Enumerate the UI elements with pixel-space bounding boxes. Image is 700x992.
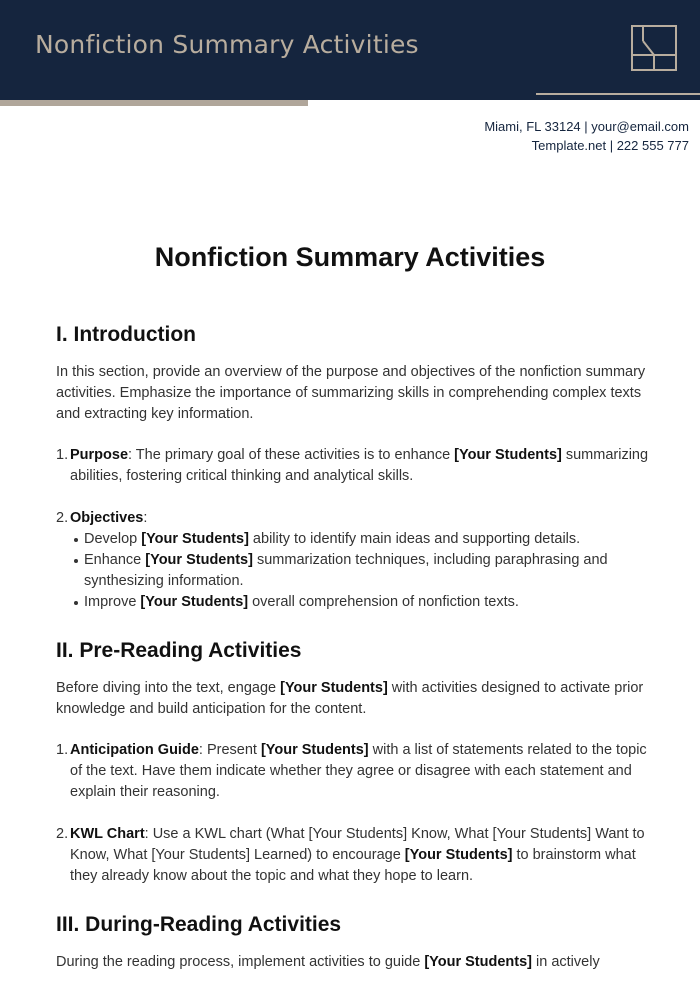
- list-item: [56, 740, 656, 803]
- section-heading: III. During-Reading Activities: [56, 913, 342, 936]
- accent-bar: [0, 100, 308, 106]
- bullet-text: Improve: [84, 594, 141, 610]
- placeholder-students: [Your Students]: [140, 594, 249, 610]
- paragraph-text: During the reading process, implement activities to guide: [56, 954, 425, 970]
- placeholder-students: [Your Students]: [404, 847, 513, 863]
- item-label: Objectives: [70, 510, 144, 526]
- bullet-text: ability to identify main ideas and supporting details.: [248, 531, 581, 547]
- paragraph-text: with activities designed to activate prior knowledge and build anticipation for the content.: [56, 680, 644, 717]
- header-title: Nonfiction Summary Activities: [35, 30, 419, 59]
- list-number: 2.: [56, 826, 69, 842]
- bullet-item: [70, 550, 656, 592]
- bullet-item: [70, 592, 656, 613]
- list-item: [56, 824, 656, 887]
- item-text: : The primary goal of these activities is to enhance: [128, 447, 455, 463]
- item-text: with a list of statements related to the topic of the text. Have them indicate whether they agree or disagree with each statement and explain their reasoning.: [70, 742, 647, 800]
- header-band: [0, 0, 700, 100]
- item-text: to brainstorm what they already know about the topic and what they hope to learn.: [70, 847, 636, 884]
- section-paragraph: [56, 952, 656, 973]
- list-item: [56, 445, 656, 487]
- placeholder-students: [Your Students]: [454, 447, 562, 463]
- item-text: : Present: [198, 742, 261, 758]
- numbered-list: [56, 445, 656, 613]
- placeholder-students: [Your Students]: [260, 742, 369, 758]
- list-number: 1.: [56, 742, 69, 758]
- contact-address-email: Miami, FL 33124 | your@email.com: [484, 119, 689, 134]
- section-heading: II. Pre-Reading Activities: [56, 639, 302, 662]
- contact-block: [484, 117, 689, 155]
- section-during-reading: [56, 912, 656, 973]
- bullet-list: [70, 529, 656, 613]
- placeholder-students: [Your Students]: [280, 680, 388, 696]
- document-content: [56, 322, 656, 992]
- bullet-text: Develop: [84, 531, 142, 547]
- paragraph-text: in actively: [532, 954, 600, 970]
- section-pre-reading: [56, 638, 656, 887]
- framed-grid-logo-icon: [631, 25, 677, 71]
- list-number: 2.: [56, 510, 69, 526]
- document-title: Nonfiction Summary Activities: [154, 242, 546, 272]
- item-text: summarizing abilities, fostering critical thinking and analytical skills.: [70, 447, 649, 484]
- numbered-list: [56, 740, 656, 887]
- item-text: : Use a KWL chart (What [Your Students] Know, What [Your Students] Want to Know, What [Your Students] Learned) to encourage: [70, 826, 645, 863]
- bullet-item: [70, 529, 656, 550]
- contact-site-phone: Template.net | 222 555 777: [531, 138, 689, 153]
- placeholder-students: [Your Students]: [145, 552, 253, 568]
- bullet-text: overall comprehension of nonfiction texts.: [248, 594, 519, 610]
- bullet-text: summarization techniques, including paraphrasing and synthesizing information.: [84, 552, 608, 589]
- item-text: :: [143, 510, 148, 526]
- placeholder-students: [Your Students]: [424, 954, 532, 970]
- paragraph-text: Before diving into the text, engage: [56, 680, 281, 696]
- item-label: Anticipation Guide: [70, 742, 199, 758]
- section-paragraph: [56, 678, 656, 720]
- list-number: 1.: [56, 447, 69, 463]
- placeholder-students: [Your Students]: [141, 531, 249, 547]
- bullet-text: Enhance: [84, 552, 146, 568]
- section-heading: I. Introduction: [56, 323, 196, 346]
- list-item: [56, 508, 656, 613]
- item-label: KWL Chart: [70, 826, 145, 842]
- section-introduction: [56, 322, 656, 613]
- accent-line: [536, 93, 700, 95]
- item-label: Purpose: [70, 447, 129, 463]
- section-paragraph: In this section, provide an overview of the purpose and objectives of the nonfiction summary activities. Emphasize the importance of summarizing skills in comprehending complex texts and extracting key information.: [56, 364, 646, 422]
